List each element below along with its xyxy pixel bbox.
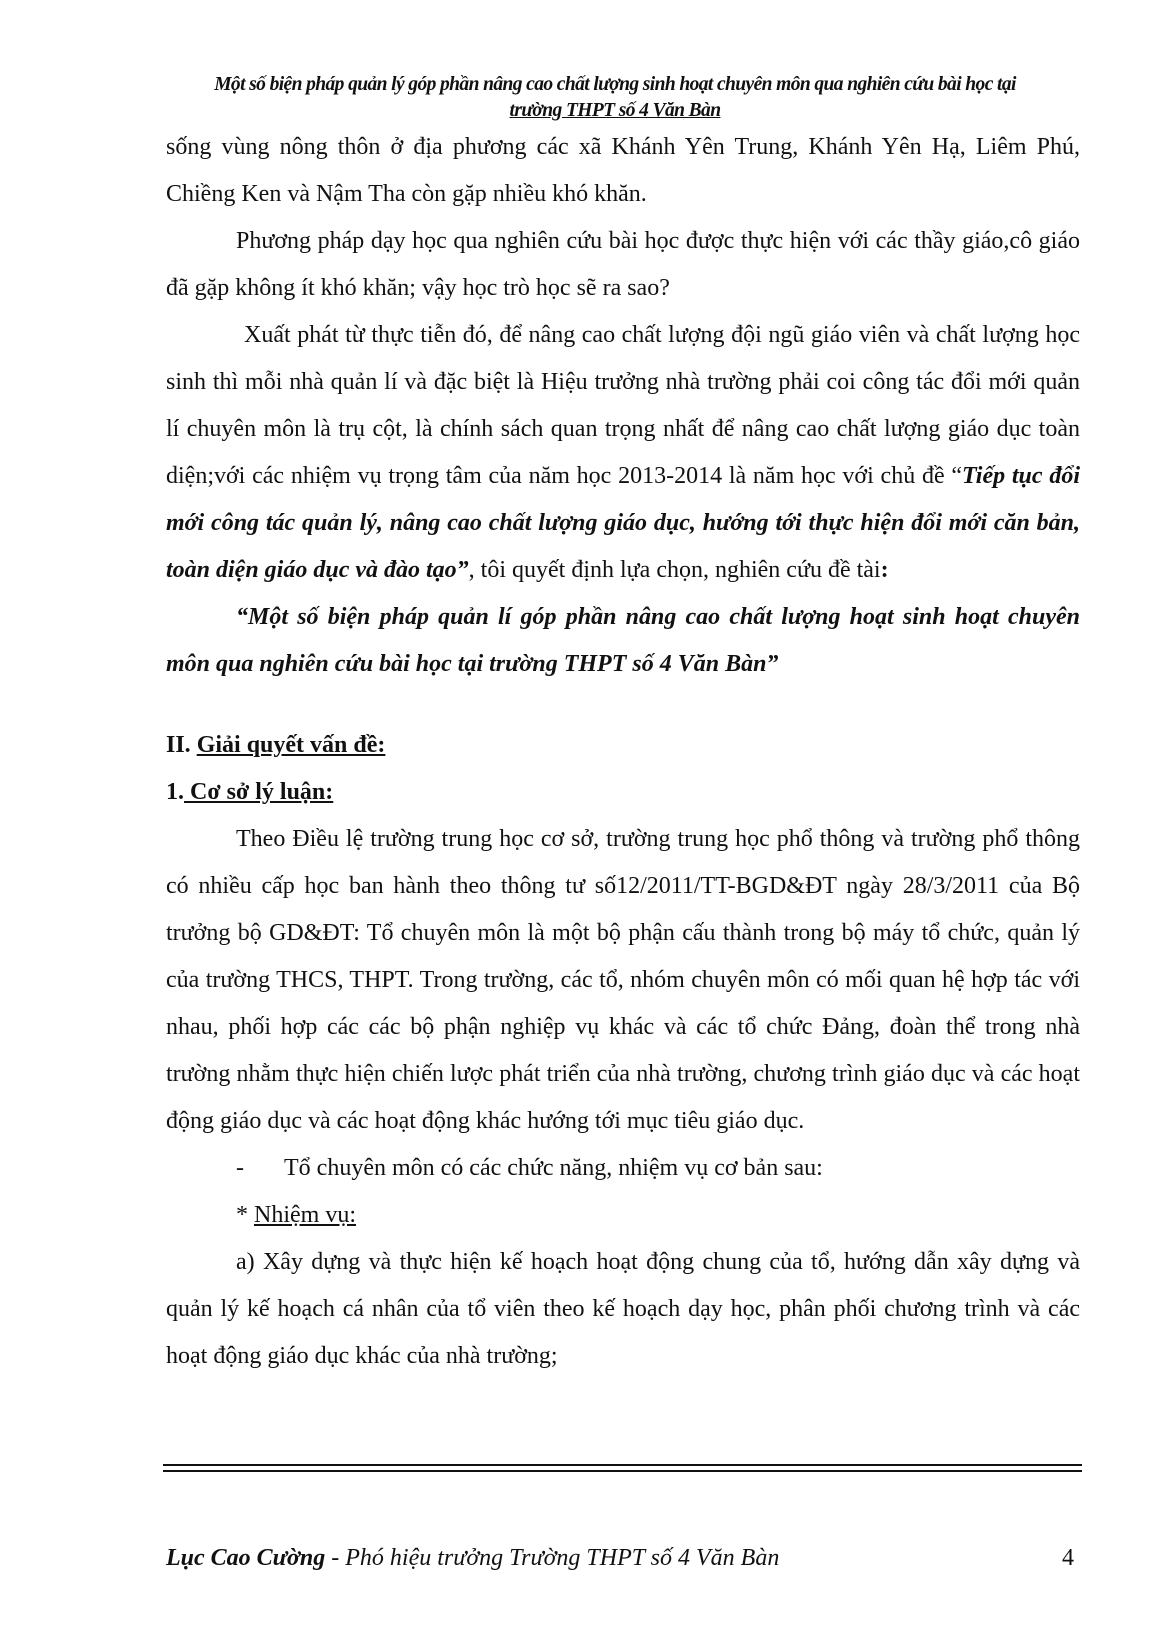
page-number: 4 [1062, 1545, 1074, 1571]
section-heading [166, 722, 1080, 769]
paragraph-regulation: Theo Điều lệ trường trung học cơ sở, trường trung học phổ thông và trường phổ thông có nhiều cấp học ban hành theo thông tư số12/2011/TT-BGD&ĐT ngày 28/3/2011 của Bộ trưởng bộ GD&ĐT: Tổ chuyên môn là một bộ phận cấu thành trong bộ máy tổ chức, quản lý của trường THCS, THPT. Trong trường, các tổ, nhóm chuyên môn có mối quan hệ hợp tác với nhau, phối hợp các các bộ phận nghiệp vụ khác và các tổ chức Đảng, đoàn thể trong nhà trường nhằm thực hiện chiến lược phát triển của nhà trường, chương trình giáo dục và các hoạt động giáo dục và các hoạt động khác hướng tới mục tiêu giáo dục. [166, 826, 1080, 1134]
document-body [166, 124, 1080, 1380]
footer-rule-bottom [163, 1470, 1082, 1472]
footer-author: Lục Cao Cường [166, 1545, 326, 1571]
section-title: Giải quyết vấn đề: [196, 732, 386, 758]
rationale-colon: : [880, 557, 889, 583]
bullet-item [166, 1145, 1080, 1192]
footer-rule-top [163, 1464, 1082, 1466]
page-header [150, 72, 1080, 124]
header-line-1: Một số biện pháp quản lý góp phần nâng cao chất lượng sinh hoạt chuyên môn qua nghiên cứu bài học tại [214, 74, 1016, 95]
year-theme: Tiếp tục đổi mới công tác quản lý, nâng cao chất lượng giáo dục, hướng tới thực hiện đổi mới căn bản, toàn diện giáo dục và đào tạo” [166, 463, 1080, 583]
page-footer [166, 1543, 1080, 1573]
duties-label [166, 1192, 1080, 1239]
bullet-text: Tổ chuyên môn có các chức năng, nhiệm vụ cơ bản sau: [284, 1155, 823, 1181]
bullet-dash: - [236, 1155, 244, 1181]
subsection-number: 1. [166, 779, 184, 805]
subsection-title: Cơ sở lý luận: [184, 779, 334, 805]
duties-label-text: Nhiệm vụ: [254, 1202, 356, 1228]
header-line-2: trường THPT số 4 Văn Bàn [509, 100, 721, 121]
paragraph-continuation: sống vùng nông thôn ở địa phương các xã Khánh Yên Trung, Khánh Yên Hạ, Liêm Phú, Chiềng Ken và Nậm Tha còn gặp nhiều khó khăn. [166, 134, 1080, 207]
paragraph-method: Phương pháp dạy học qua nghiên cứu bài học được thực hiện với các thầy giáo,cô giáo đã gặp không ít khó khăn; vậy học trò học sẽ ra sao? [166, 228, 1080, 301]
duty-item-a: a) Xây dựng và thực hiện kế hoạch hoạt động chung của tổ, hướng dẫn xây dựng và quản lý kế hoạch cá nhân của tổ viên theo kế hoạch dạy học, phân phối chương trình và các hoạt động giáo dục khác của nhà trường; [166, 1249, 1080, 1369]
paragraph-rationale [166, 312, 1080, 594]
duties-star: * [236, 1202, 254, 1228]
topic-title: “Một số biện pháp quản lí góp phần nâng cao chất lượng hoạt sinh hoạt chuyên môn qua nghiên cứu bài học tại trường THPT số 4 Văn Bàn” [166, 604, 1080, 677]
subsection-heading [166, 769, 1080, 816]
footer-role: - Phó hiệu trưởng Trường THPT số 4 Văn Bàn [325, 1545, 780, 1571]
rationale-text: Xuất phát từ thực tiễn đó, để nâng cao chất lượng đội ngũ giáo viên và chất lượng học sinh thì mỗi nhà quản lí và đặc biệt là Hiệu trưởng nhà trường phải coi công tác đổi mới quản lí chuyên môn là trụ cột, là chính sách quan trọng nhất để nâng cao chất lượng giáo dục toàn diện;với các nhiệm vụ trọng tâm của năm học 2013-2014 là năm học với chủ đề “ [166, 322, 1080, 489]
section-number: II. [166, 732, 197, 758]
rationale-end: , tôi quyết định lựa chọn, nghiên cứu đề tài [468, 557, 881, 583]
spacer [166, 688, 1080, 722]
